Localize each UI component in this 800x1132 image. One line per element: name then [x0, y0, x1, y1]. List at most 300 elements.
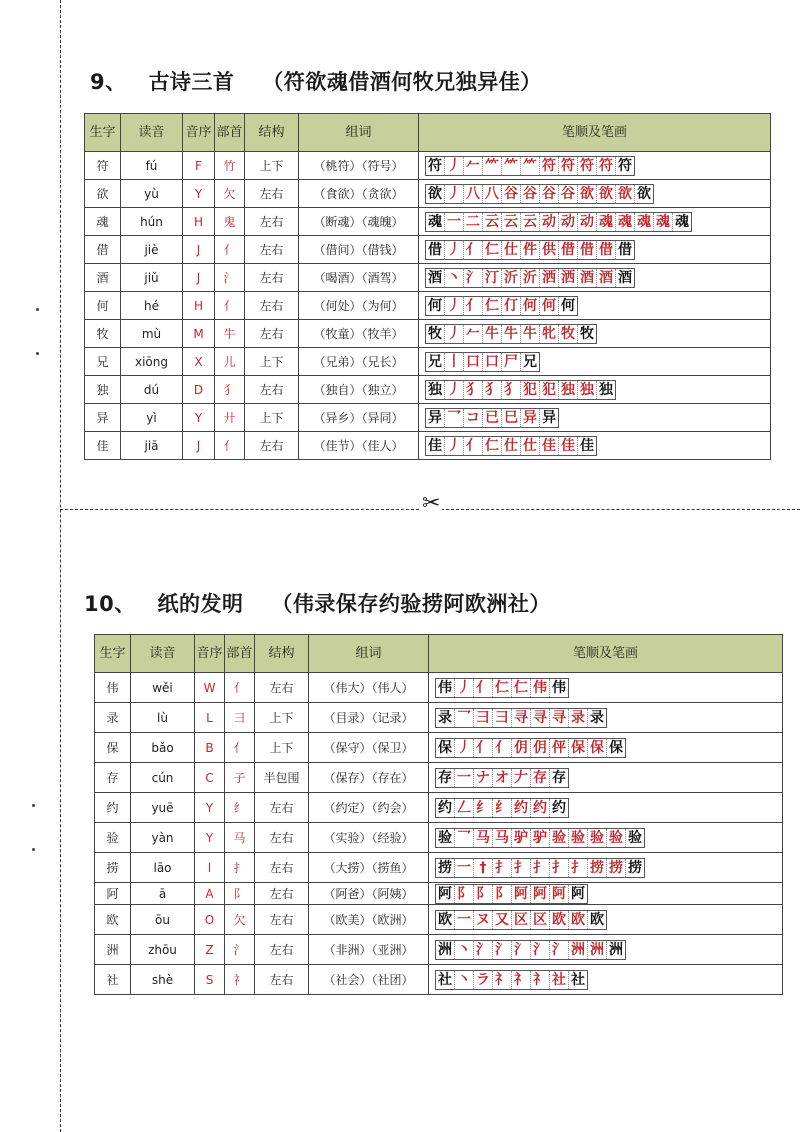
stroke-order-grid [435, 678, 569, 698]
words-cell: （实验）（经验） [309, 823, 429, 853]
words-cell: （桃符）（符号） [299, 152, 419, 180]
strokes-cell [429, 965, 783, 995]
initial-cell: Y [195, 823, 225, 853]
initial-cell: H [183, 208, 215, 236]
stroke-step: 仴 [512, 739, 531, 757]
stroke-step: ナ [474, 769, 493, 787]
stroke-step: 已 [483, 409, 502, 427]
stroke-step: 欧 [569, 911, 588, 929]
stroke-step: 口 [464, 353, 483, 371]
words-cell: （断魂）（魂魄） [299, 208, 419, 236]
words-cell: （伟大）（伟人） [309, 673, 429, 703]
structure-cell: 左右 [255, 883, 309, 905]
stroke-order-grid [435, 858, 645, 878]
radical-cell: 马 [225, 823, 255, 853]
stroke-step: 保 [569, 739, 588, 757]
stroke-step: 欲 [597, 185, 616, 203]
stroke-order-grid [435, 970, 588, 990]
section10-heading [84, 588, 551, 618]
stroke-step: 仕 [502, 241, 521, 259]
header-structure: 结构 [245, 114, 299, 152]
pinyin-cell: yàn [131, 823, 195, 853]
stroke-step: 一 [455, 911, 474, 929]
table-row [85, 348, 771, 376]
section9-number: 9、 [90, 70, 127, 94]
initial-cell: W [195, 673, 225, 703]
stroke-step: ヌ [474, 911, 493, 929]
stroke-step: 扌 [512, 859, 531, 877]
char-cell: 符 [85, 152, 121, 180]
stroke-step: 丿 [445, 185, 464, 203]
stroke-step: 伟 [531, 679, 550, 697]
stroke-step: 魂 [654, 213, 673, 231]
stroke-step: 阿 [550, 885, 569, 903]
stroke-step: オ [493, 769, 512, 787]
stroke-step: 丿 [455, 679, 474, 697]
stroke-order-grid [425, 296, 578, 316]
stroke-step: 亻 [474, 679, 493, 697]
table-row [85, 152, 771, 180]
stroke-step: 驴 [512, 829, 531, 847]
radical-cell: 欠 [215, 180, 245, 208]
stroke-step: 符 [578, 157, 597, 175]
radical-cell: 欠 [225, 905, 255, 935]
stroke-step: 阿 [571, 885, 585, 902]
stroke-step: 犯 [540, 381, 559, 399]
words-cell: （异乡）（异同） [299, 404, 419, 432]
table-row [85, 180, 771, 208]
stroke-step: 验 [550, 829, 569, 847]
stroke-step: 云 [483, 213, 502, 231]
stroke-step: 牧 [559, 325, 578, 343]
structure-cell: 左右 [245, 320, 299, 348]
stroke-step: 仁 [493, 679, 512, 697]
structure-cell: 上下 [255, 733, 309, 763]
pinyin-cell: lāo [131, 853, 195, 883]
stroke-step: 彐 [474, 709, 493, 727]
stroke-step: 谷 [540, 185, 559, 203]
radical-cell: 鬼 [215, 208, 245, 236]
stroke-step: 录 [436, 709, 455, 727]
stroke-step: 二 [464, 213, 483, 231]
section10-title: 纸的发明 [157, 592, 244, 616]
stroke-order-grid [425, 240, 635, 260]
stroke-step: 谷 [502, 185, 521, 203]
stroke-step: 沂 [502, 269, 521, 287]
stroke-step: 亻 [493, 739, 512, 757]
table-row [95, 823, 783, 853]
stroke-step: 约 [512, 799, 531, 817]
stroke-step: 独 [559, 381, 578, 399]
stroke-step: 欲 [578, 185, 597, 203]
table-row [95, 853, 783, 883]
strokes-cell [429, 905, 783, 935]
strokes-cell [419, 320, 771, 348]
stroke-step: 牧 [426, 325, 445, 343]
stroke-step: 洲 [569, 941, 588, 959]
initial-cell: B [195, 733, 225, 763]
stroke-step: 存 [552, 769, 566, 786]
pinyin-cell: hún [121, 208, 183, 236]
stroke-step: 何 [521, 297, 540, 315]
stroke-step: 魂 [426, 213, 445, 231]
stroke-step: 捞 [607, 859, 626, 877]
words-cell: （喝酒）（酒驾） [299, 264, 419, 292]
stroke-step: 仁 [483, 297, 502, 315]
pinyin-cell: cún [131, 763, 195, 793]
stroke-step: 氵 [512, 941, 531, 959]
margin-dot [32, 804, 35, 807]
char-cell: 魂 [85, 208, 121, 236]
table-row [85, 432, 771, 460]
strokes-cell [419, 404, 771, 432]
stroke-step: 异 [542, 409, 556, 426]
words-cell: （借问）（借钱） [299, 236, 419, 264]
stroke-step: 伟 [552, 679, 566, 696]
stroke-step: 酒 [426, 269, 445, 287]
table-row [85, 404, 771, 432]
char-cell: 保 [95, 733, 131, 763]
stroke-step: 捞 [436, 859, 455, 877]
header-structure: 结构 [255, 635, 309, 673]
pinyin-cell: jiè [121, 236, 183, 264]
structure-cell: 左右 [255, 853, 309, 883]
stroke-step: 动 [540, 213, 559, 231]
stroke-step: 犯 [521, 381, 540, 399]
stroke-step: 乛 [445, 409, 464, 427]
radical-cell: 子 [225, 763, 255, 793]
pinyin-cell: bǎo [131, 733, 195, 763]
table-row [95, 793, 783, 823]
stroke-order-grid [425, 212, 692, 232]
stroke-step: 动 [559, 213, 578, 231]
radical-cell: 氵 [225, 935, 255, 965]
stroke-step: 仃 [502, 297, 521, 315]
stroke-step: 犭 [502, 381, 521, 399]
stroke-step: 马 [493, 829, 512, 847]
stroke-step: 亻 [464, 297, 483, 315]
stroke-step: 兄 [523, 353, 537, 370]
stroke-step: 社 [550, 971, 569, 989]
stroke-step: 借 [597, 241, 616, 259]
stroke-step: 云 [502, 213, 521, 231]
words-cell: （保存）（存在） [309, 763, 429, 793]
stroke-step: 仁 [512, 679, 531, 697]
stroke-step: 氵 [493, 941, 512, 959]
stroke-step: 犭 [464, 381, 483, 399]
pinyin-cell: ā [131, 883, 195, 905]
initial-cell: L [195, 703, 225, 733]
words-cell: （何处）（为何） [299, 292, 419, 320]
header-strokes: 笔顺及笔画 [419, 114, 771, 152]
stroke-step: 区 [531, 911, 550, 929]
stroke-step: ラ [474, 971, 493, 989]
stroke-step: 纟 [493, 799, 512, 817]
stroke-step: 汀 [483, 269, 502, 287]
stroke-step: 亻 [464, 437, 483, 455]
pinyin-cell: ōu [131, 905, 195, 935]
stroke-step: 录 [590, 709, 604, 726]
table-row [85, 320, 771, 348]
stroke-order-grid [435, 940, 626, 960]
stroke-step: 礻 [512, 971, 531, 989]
stroke-step: 独 [599, 381, 613, 398]
stroke-step: 丿 [445, 157, 464, 175]
stroke-step: 伟 [436, 679, 455, 697]
stroke-step: 丿 [445, 381, 464, 399]
pinyin-cell: jiǔ [121, 264, 183, 292]
stroke-step: 借 [559, 241, 578, 259]
stroke-step: 阝 [455, 885, 474, 903]
stroke-step: 保 [436, 739, 455, 757]
table-row [95, 883, 783, 905]
pinyin-cell: fú [121, 152, 183, 180]
structure-cell: 左右 [245, 264, 299, 292]
radical-cell: 竹 [215, 152, 245, 180]
structure-cell: 左右 [255, 935, 309, 965]
stroke-step: 洲 [436, 941, 455, 959]
scissors-icon: ✂ [422, 491, 441, 516]
stroke-step: 巳 [502, 409, 521, 427]
stroke-step: 丨 [445, 353, 464, 371]
structure-cell: 左右 [245, 292, 299, 320]
radical-cell: 儿 [215, 348, 245, 376]
strokes-cell [429, 673, 783, 703]
stroke-step: 佳 [426, 437, 445, 455]
stroke-step: 洒 [540, 269, 559, 287]
structure-cell: 上下 [245, 152, 299, 180]
strokes-cell [429, 763, 783, 793]
stroke-step: 符 [559, 157, 578, 175]
stroke-step: 礻 [493, 971, 512, 989]
header-char: 生字 [95, 635, 131, 673]
char-cell: 洲 [95, 935, 131, 965]
table-row [85, 236, 771, 264]
stroke-step: 𠃋 [455, 799, 474, 817]
margin-dot [36, 352, 39, 355]
radical-cell: 阝 [225, 883, 255, 905]
stroke-step: 𠂉 [464, 325, 483, 343]
stroke-step: 佳 [559, 437, 578, 455]
strokes-cell [419, 236, 771, 264]
stroke-order-grid [435, 910, 607, 930]
words-cell: （独自）（独立） [299, 376, 419, 404]
stroke-step: 氵 [464, 269, 483, 287]
stroke-step: 捞 [588, 859, 607, 877]
structure-cell: 左右 [255, 905, 309, 935]
words-cell: （欧美）（欧洲） [309, 905, 429, 935]
words-cell: （阿爸）（阿姨） [309, 883, 429, 905]
stroke-step: 魂 [675, 213, 689, 230]
table-row [95, 733, 783, 763]
char-cell: 独 [85, 376, 121, 404]
strokes-cell [429, 823, 783, 853]
table-row [95, 965, 783, 995]
initial-cell: X [183, 348, 215, 376]
stroke-step: ⺮ [483, 157, 502, 175]
stroke-order-grid [435, 828, 645, 848]
stroke-step: 丿 [445, 241, 464, 259]
char-cell: 何 [85, 292, 121, 320]
stroke-order-grid [425, 324, 597, 344]
stroke-order-grid [425, 436, 597, 456]
initial-cell: l [195, 853, 225, 883]
stroke-step: 驴 [531, 829, 550, 847]
char-cell: 佳 [85, 432, 121, 460]
stroke-step: 约 [531, 799, 550, 817]
stroke-step: 一 [455, 769, 474, 787]
structure-cell: 左右 [245, 180, 299, 208]
words-cell: （佳节）（佳人） [299, 432, 419, 460]
stroke-step: 酒 [578, 269, 597, 287]
words-cell: （保守）（保卫） [309, 733, 429, 763]
stroke-step: † [474, 859, 493, 877]
table-row [95, 763, 783, 793]
table-row [85, 208, 771, 236]
words-cell: （大捞）（捞鱼） [309, 853, 429, 883]
strokes-cell [419, 180, 771, 208]
char-cell: 借 [85, 236, 121, 264]
initial-cell: Z [195, 935, 225, 965]
stroke-step: 又 [493, 911, 512, 929]
stroke-step: 寻 [512, 709, 531, 727]
strokes-cell [419, 376, 771, 404]
binding-dashed-line [60, 0, 61, 1132]
strokes-cell [429, 733, 783, 763]
words-cell: （社会）（社团） [309, 965, 429, 995]
initial-cell: C [195, 763, 225, 793]
initial-cell: D [183, 376, 215, 404]
stroke-step: 阿 [531, 885, 550, 903]
structure-cell: 左右 [255, 965, 309, 995]
stroke-step: 伻 [550, 739, 569, 757]
stroke-order-grid [435, 884, 588, 904]
stroke-step: 件 [521, 241, 540, 259]
stroke-step: 亻 [464, 241, 483, 259]
char-cell: 约 [95, 793, 131, 823]
stroke-step: 魂 [616, 213, 635, 231]
initial-cell: H [183, 292, 215, 320]
radical-cell: 犭 [215, 376, 245, 404]
char-cell: 捞 [95, 853, 131, 883]
char-cell: 伟 [95, 673, 131, 703]
words-cell: （兄弟）（兄长） [299, 348, 419, 376]
stroke-step: 𠂇 [512, 769, 531, 787]
initial-cell: J [183, 236, 215, 264]
radical-cell: 礻 [225, 965, 255, 995]
radical-cell: 廾 [215, 404, 245, 432]
stroke-step: 魂 [597, 213, 616, 231]
initial-cell: O [195, 905, 225, 935]
structure-cell: 左右 [255, 673, 309, 703]
stroke-step: 牛 [483, 325, 502, 343]
header-radical: 部首 [225, 635, 255, 673]
stroke-step: 口 [483, 353, 502, 371]
stroke-step: 乛 [455, 829, 474, 847]
header-pinyin: 读音 [131, 635, 195, 673]
words-cell: （非洲）（亚洲） [309, 935, 429, 965]
stroke-step: 丶 [445, 269, 464, 287]
stroke-step: 符 [540, 157, 559, 175]
stroke-step: 何 [426, 297, 445, 315]
stroke-step: 礻 [531, 971, 550, 989]
table-row [95, 905, 783, 935]
stroke-step: 牧 [580, 325, 594, 342]
initial-cell: F [183, 152, 215, 180]
stroke-step: 扌 [493, 859, 512, 877]
pinyin-cell: mù [121, 320, 183, 348]
stroke-step: 供 [540, 241, 559, 259]
strokes-cell [429, 853, 783, 883]
stroke-step: 保 [588, 739, 607, 757]
stroke-step: 阿 [512, 885, 531, 903]
structure-cell: 左右 [245, 432, 299, 460]
initial-cell: J [183, 264, 215, 292]
pinyin-cell: zhōu [131, 935, 195, 965]
stroke-step: 亻 [474, 739, 493, 757]
pinyin-cell: yì [121, 404, 183, 432]
words-cell: （食欲）（贪欲） [299, 180, 419, 208]
pinyin-cell: yuē [131, 793, 195, 823]
stroke-step: 借 [578, 241, 597, 259]
pinyin-cell: hé [121, 292, 183, 320]
stroke-step: 借 [618, 241, 632, 258]
pinyin-cell: jiā [121, 432, 183, 460]
strokes-cell [429, 793, 783, 823]
stroke-step: 牝 [540, 325, 559, 343]
structure-cell: 上下 [245, 404, 299, 432]
stroke-step: 欧 [590, 911, 604, 928]
stroke-step: 符 [597, 157, 616, 175]
stroke-step: 约 [436, 799, 455, 817]
strokes-cell [419, 432, 771, 460]
stroke-order-grid [425, 268, 635, 288]
radical-cell: 氵 [215, 264, 245, 292]
stroke-order-grid [435, 768, 569, 788]
header-words: 组词 [309, 635, 429, 673]
structure-cell: 左右 [245, 208, 299, 236]
stroke-step: 仕 [521, 437, 540, 455]
stroke-step: 兄 [426, 353, 445, 371]
stroke-step: 八 [464, 185, 483, 203]
stroke-order-grid [435, 798, 569, 818]
words-cell: （牧童）（牧羊） [299, 320, 419, 348]
stroke-step: ⺮ [502, 157, 521, 175]
strokes-cell [429, 703, 783, 733]
structure-cell: 上下 [255, 703, 309, 733]
stroke-order-grid [435, 708, 607, 728]
char-cell: 社 [95, 965, 131, 995]
stroke-step: 异 [426, 409, 445, 427]
stroke-step: 何 [561, 297, 575, 314]
stroke-step: 阿 [436, 885, 455, 903]
stroke-step: 阝 [493, 885, 512, 903]
pinyin-cell: shè [131, 965, 195, 995]
header-strokes: 笔顺及笔画 [429, 635, 783, 673]
structure-cell: 上下 [245, 348, 299, 376]
radical-cell: 扌 [225, 853, 255, 883]
stroke-order-grid [425, 352, 540, 372]
stroke-step: 纟 [474, 799, 493, 817]
stroke-step: 捞 [628, 859, 642, 876]
stroke-step: 仕 [502, 437, 521, 455]
stroke-step: 验 [628, 829, 642, 846]
stroke-step: 彐 [493, 709, 512, 727]
stroke-step: 保 [609, 739, 623, 756]
strokes-cell [419, 292, 771, 320]
stroke-step: 阝 [474, 885, 493, 903]
initial-cell: Y [195, 793, 225, 823]
